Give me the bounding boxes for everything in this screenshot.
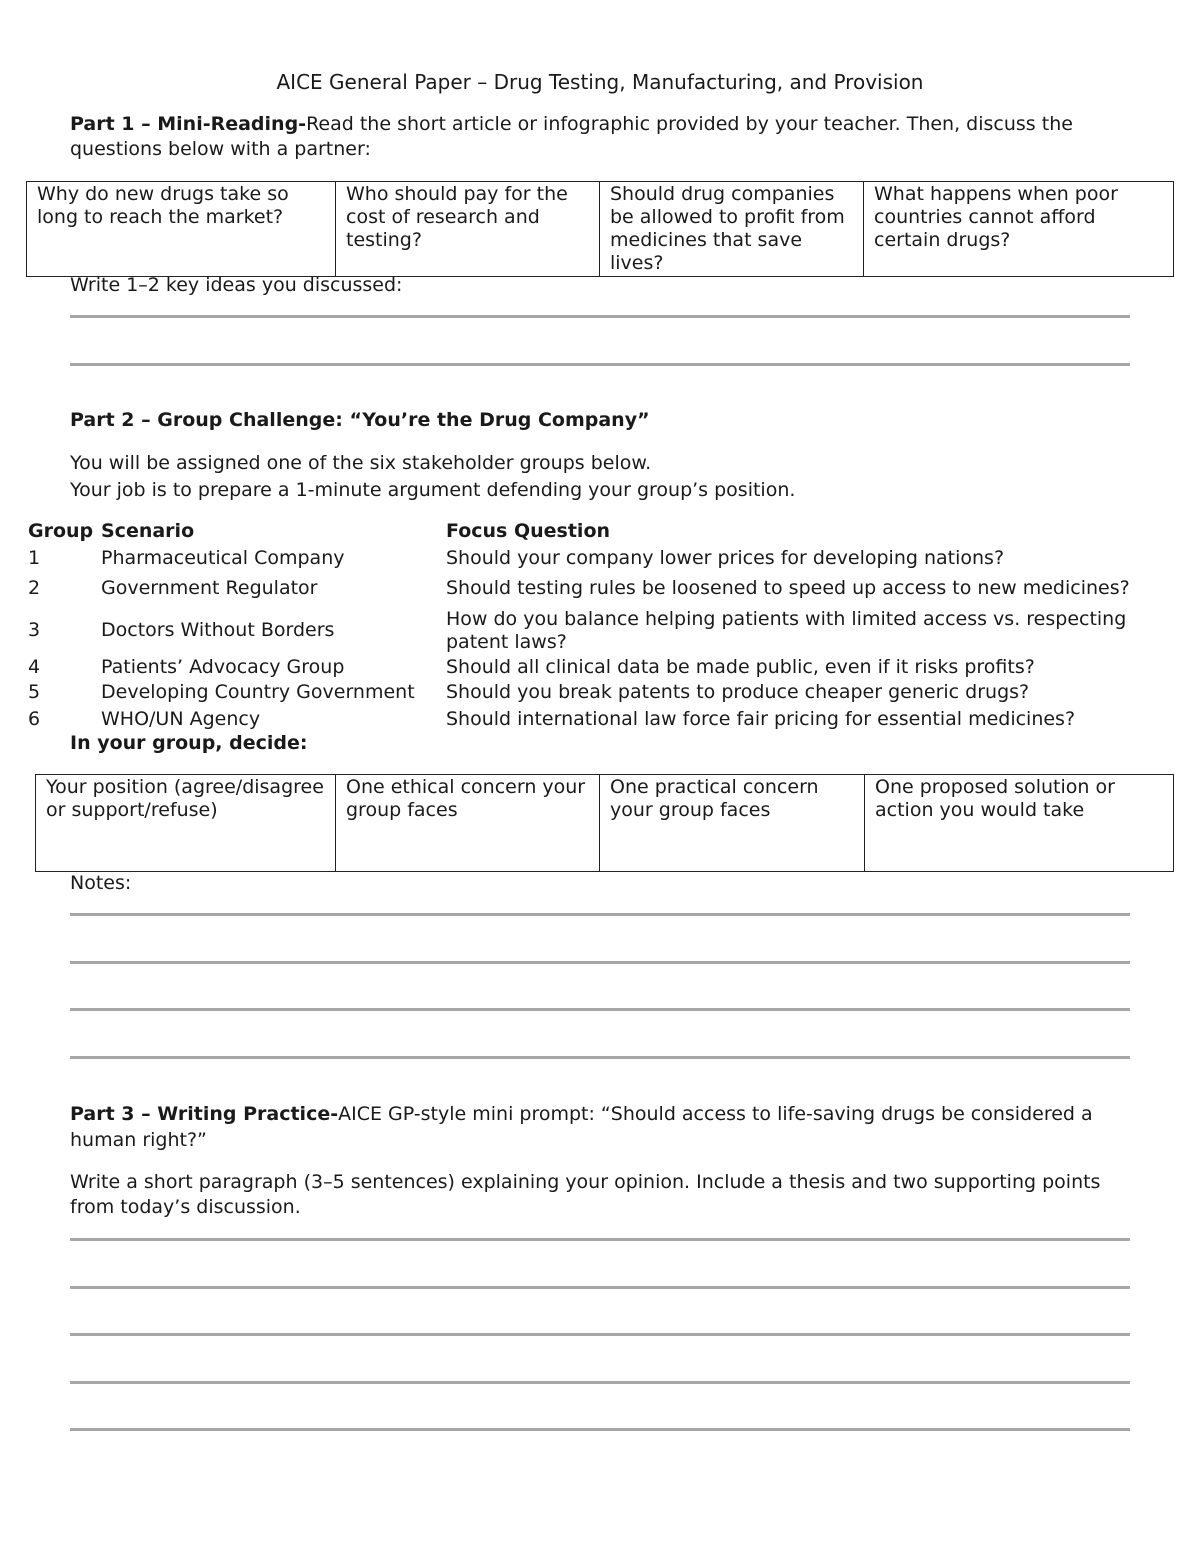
notes-line[interactable] — [70, 913, 1130, 916]
writing-line[interactable] — [70, 363, 1130, 366]
decision-cell[interactable]: One ethical concern your group faces — [336, 775, 600, 872]
part3-prompt: AICE GP-style mini prompt: “Should access to life-saving drugs be considered a human right?” — [70, 1103, 1093, 1151]
group-number: 2 — [28, 577, 41, 599]
part3-instruction: Write a short paragraph (3–5 sentences) explaining your opinion. Include a thesis and two supporting points from today’s discussion. — [70, 1171, 1101, 1218]
group-focus-question: Should international law force fair pricing for essential medicines? — [446, 708, 1076, 730]
part1-heading: Part 1 – Mini-Reading- — [70, 113, 307, 135]
notes-line[interactable] — [70, 1056, 1130, 1059]
discussion-questions-table — [26, 181, 1174, 277]
group-number: 5 — [28, 681, 41, 703]
group-focus-question: Should all clinical data be made public, even if it risks profits? — [446, 656, 1035, 678]
question-cell: Who should pay for the cost of research and testing? — [336, 182, 600, 277]
writing-line[interactable] — [70, 1333, 1130, 1336]
part1-instruction: Read the short article or infographic provided by your teacher. Then, discuss the questions below with a partner: — [70, 113, 1073, 160]
notes-label: Notes: — [70, 872, 132, 894]
writing-line[interactable] — [70, 1428, 1130, 1431]
group-number: 6 — [28, 708, 41, 730]
group-decision-table — [35, 774, 1174, 872]
decide-heading: In your group, decide: — [70, 732, 308, 754]
focus-question-column-header: Focus Question — [446, 520, 611, 542]
writing-line[interactable] — [70, 315, 1130, 318]
group-scenario: Doctors Without Borders — [101, 619, 335, 641]
question-cell: Why do new drugs take so long to reach the market? — [27, 182, 336, 277]
writing-line[interactable] — [70, 1381, 1130, 1384]
notes-line[interactable] — [70, 1008, 1130, 1011]
decision-cell[interactable]: Your position (agree/disagree or support/refuse) — [36, 775, 336, 872]
writing-line[interactable] — [70, 1238, 1130, 1241]
key-ideas-label: Write 1–2 key ideas you discussed: — [70, 274, 403, 296]
writing-line[interactable] — [70, 1286, 1130, 1289]
group-focus-question: How do you balance helping patients with limited access vs. respecting patent laws? — [446, 608, 1127, 653]
part1-intro — [70, 112, 1140, 162]
group-column-header: Group — [28, 520, 94, 542]
group-scenario: Patients’ Advocacy Group — [101, 656, 345, 678]
group-number: 1 — [28, 547, 41, 569]
question-cell: What happens when poor countries cannot afford certain drugs? — [864, 182, 1174, 277]
group-scenario: WHO/UN Agency — [101, 708, 261, 730]
decision-cell[interactable]: One proposed solution or action you would take — [865, 775, 1174, 872]
part3-heading: Part 3 – Writing Practice- — [70, 1103, 339, 1125]
part2-intro-1: You will be assigned one of the six stakeholder groups below. — [70, 452, 652, 474]
group-scenario: Pharmaceutical Company — [101, 547, 345, 569]
scenario-column-header: Scenario — [101, 520, 195, 542]
decision-cell[interactable]: One practical concern your group faces — [600, 775, 865, 872]
group-focus-question: Should you break patents to produce cheaper generic drugs? — [446, 681, 1030, 703]
group-number: 4 — [28, 656, 41, 678]
group-scenario: Government Regulator — [101, 577, 318, 599]
question-cell: Should drug companies be allowed to profit from medicines that save lives? — [600, 182, 864, 277]
group-number: 3 — [28, 619, 41, 641]
group-scenario: Developing Country Government — [101, 681, 415, 703]
part2-intro-2: Your job is to prepare a 1-minute argument defending your group’s position. — [70, 479, 796, 501]
part2-heading: Part 2 – Group Challenge: “You’re the Drug Company” — [70, 409, 650, 431]
page-title: AICE General Paper – Drug Testing, Manufacturing, and Provision — [276, 70, 924, 94]
group-focus-question: Should testing rules be loosened to speed up access to new medicines? — [446, 577, 1130, 599]
part3-intro — [70, 1101, 1140, 1153]
group-focus-question: Should your company lower prices for developing nations? — [446, 547, 1005, 569]
notes-line[interactable] — [70, 961, 1130, 964]
